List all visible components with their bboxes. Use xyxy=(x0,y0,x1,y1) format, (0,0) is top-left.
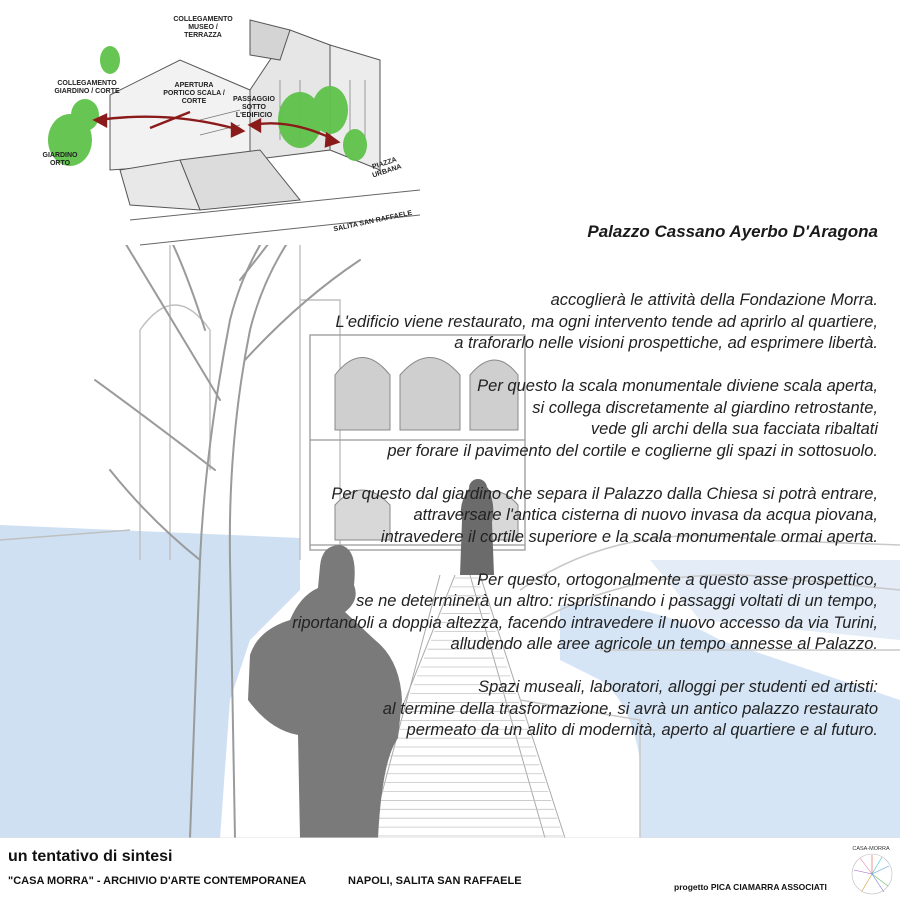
paragraph-line: se ne determinerà un altro: rispristinando i passaggi voltati di un tempo, xyxy=(356,592,878,610)
logo-text: CASA-MORRA xyxy=(852,846,890,852)
paragraph-line: riportandoli a doppia altezza, facendo intravedere il nuovo accesso da via Turini, xyxy=(292,613,878,632)
paragraph-line: si collega discretamente al giardino retrostante, xyxy=(532,398,878,417)
aerial-sketch xyxy=(40,10,420,245)
paragraph xyxy=(158,484,878,549)
paragraph xyxy=(158,290,878,355)
label-collegamento-museo: COLLEGAMENTO MUSEO / TERRAZZA xyxy=(173,16,233,39)
footer-archive: "CASA MORRA" - ARCHIVIO D'ARTE CONTEMPORANEA xyxy=(8,875,307,887)
casa-morra-logo xyxy=(844,842,898,898)
label-salita: SALITA SAN RAFFAELE xyxy=(332,209,413,234)
paragraph-line: Per questo la scala monumentale diviene scala aperta, xyxy=(477,377,878,395)
description-text xyxy=(158,290,878,763)
paragraph xyxy=(158,376,878,462)
paragraph-line: L'edificio viene restaurato, ma ogni intervento tende ad aprirlo al quartiere, xyxy=(335,312,878,331)
paragraph-line: vede gli archi della sua facciata ribaltati xyxy=(590,420,878,438)
paragraph-line: Per questo dal giardino che separa il Palazzo dalla Chiesa si potrà entrare, xyxy=(331,484,878,503)
paragraph xyxy=(158,570,878,656)
paragraph-line: Spazi museali, laboratori, alloggi per studenti ed artisti: xyxy=(478,678,878,696)
paragraph-line: intravedere il cortile superiore e la scala monumentale ormai aperta. xyxy=(380,527,878,546)
label-piazza-urbana: PIAZZA URBANA xyxy=(371,156,403,180)
label-giardino-orto: GIARDINO ORTO xyxy=(42,152,78,167)
paragraph-line: alludendo alle aree agricole un tempo annesse al Palazzo. xyxy=(450,635,878,653)
label-collegamento-giardino: COLLEGAMENTO GIARDINO / CORTE xyxy=(54,80,120,95)
paragraph-line: Per questo, ortogonalmente a questo asse prospettico, xyxy=(477,570,878,589)
paragraph-line: a traforarlo nelle visioni prospettiche, ad esprimere libertà. xyxy=(454,334,878,352)
footer-credit: progetto PICA CIAMARRA ASSOCIATI xyxy=(674,882,827,892)
footer-title: un tentativo di sintesi xyxy=(8,848,173,865)
label-passaggio: PASSAGGIO SOTTO L'EDIFICIO xyxy=(233,96,275,119)
paragraph-line: al termine della trasformazione, si avrà un antico palazzo restaurato xyxy=(382,699,878,718)
paragraph xyxy=(158,677,878,742)
paragraph-line: attraversare l'antica cisterna di nuovo invasa da acqua piovana, xyxy=(413,506,878,524)
footer xyxy=(0,838,900,900)
paragraph-line: permeato da un alito di modernità, aperto al quartiere e al futuro. xyxy=(406,721,878,739)
footer-place: NAPOLI, SALITA SAN RAFFAELE xyxy=(348,875,522,887)
page-title: Palazzo Cassano Ayerbo D'Aragona xyxy=(587,222,878,241)
label-apertura-portico: APERTURA PORTICO SCALA / CORTE xyxy=(163,82,225,105)
paragraph-line: per forare il pavimento del cortile e coglierne gli spazi in sottosuolo. xyxy=(387,441,878,460)
paragraph-line: accoglierà le attività della Fondazione Morra. xyxy=(550,291,878,309)
